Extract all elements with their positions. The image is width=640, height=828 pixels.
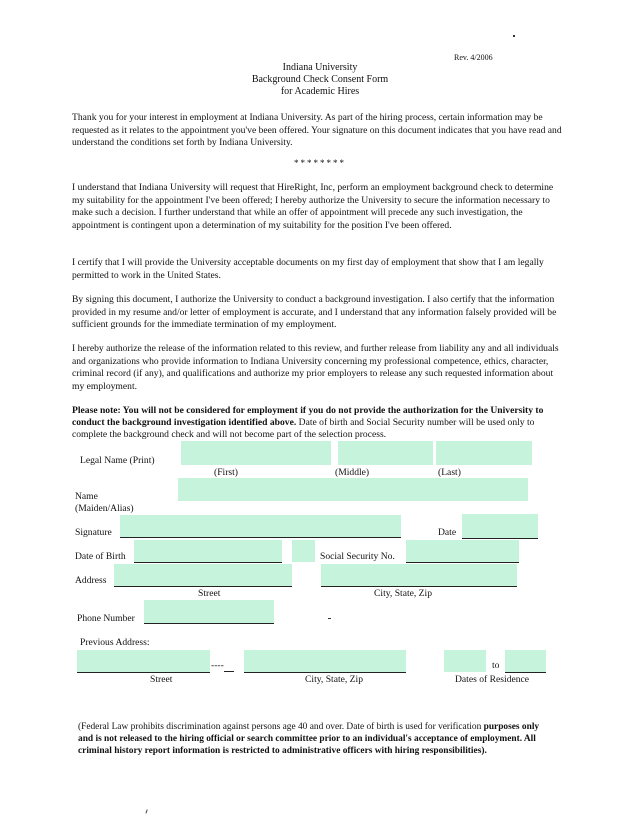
date-label: Date [438, 527, 457, 538]
form-title: Background Check Consent Form [251, 74, 389, 85]
phone-label: Phone Number [77, 613, 135, 624]
scan-speck [328, 618, 331, 619]
investigation-paragraph: By signing this document, I authorize the University to conduct a background investigation. I also certify that the information provided in my resume and/or letter of employment is accurate, and I understand that any information falsely provided will be sufficient grounds for the immediate termination of my employment. [72, 294, 557, 331]
previous-city-caption: City, State, Zip [305, 674, 364, 685]
federal-law-notice-rest: purposes only and is not released to the hiring official or search committee prior to an individual's acceptance of employment. All criminal history report information is restricted to administrative officers with hiring responsibilities). [78, 722, 540, 756]
federal-law-notice [78, 722, 556, 757]
federal-law-notice-first: (Federal Law prohibits discrimination against persons age 40 and over. Date of birth is used for verification [78, 722, 482, 732]
previous-street-caption: Street [150, 674, 173, 685]
previous-address-dash: ---- [211, 660, 224, 671]
last-caption: (Last) [438, 467, 461, 478]
to-label: to [492, 660, 500, 671]
authorization-paragraph: I understand that Indiana University will request that HireRight, Inc, perform an employment background check to determine my suitability for the appointment I've been offered; I hereby authorize the University to secure the information necessary to make such a decision. I further understand that while an offer of appointment will precede any such investigation, the appointment is contingent upon a determination of my suitability for the position I've been offered. [72, 182, 554, 231]
previous-address-label: Previous Address: [80, 637, 150, 648]
separator-stars: ******** [294, 158, 346, 168]
address-label: Address [75, 575, 107, 586]
middle-name-field[interactable] [338, 441, 433, 465]
city-state-zip-caption: City, State, Zip [374, 588, 433, 599]
ssn-field[interactable] [406, 540, 519, 563]
address-street-field[interactable] [114, 564, 292, 587]
ssn-label: Social Security No. [320, 551, 395, 562]
scan-speck [513, 35, 515, 37]
residence-from-field[interactable] [444, 650, 486, 672]
signature-field[interactable] [120, 515, 401, 538]
first-caption: (First) [214, 467, 238, 478]
legal-name-label: Legal Name (Print) [80, 455, 155, 466]
dob-field[interactable] [134, 540, 282, 563]
please-note-paragraph [72, 405, 564, 441]
name-label: Name [75, 491, 98, 502]
first-name-field[interactable] [181, 441, 331, 465]
please-note-normal: Date of birth and Social Security number will be used only to complete the background check and will not become part of the selection process. [72, 417, 535, 440]
please-note-bold: Please note: You will not be considered for employment if you do not provide the authorization for the University to conduct the background investigation identified above. [72, 405, 544, 428]
signature-label: Signature [75, 527, 112, 538]
dates-of-residence-caption: Dates of Residence [455, 674, 530, 685]
form-subtitle: for Academic Hires [280, 86, 360, 97]
street-caption: Street [198, 588, 221, 599]
last-name-field[interactable] [436, 441, 532, 465]
revision-date: Rev. 4/2006 [454, 53, 493, 62]
intro-paragraph: Thank you for your interest in employment at Indiana University. As part of the hiring process, certain information may be requested as it relates to the appointment you've been offered. Your signature on this document indicates that you have read and understand the conditions set forth by Indiana University. [72, 112, 562, 149]
signature-date-field[interactable] [462, 514, 538, 539]
dob-label: Date of Birth [75, 551, 126, 562]
maiden-name-field[interactable] [178, 478, 528, 501]
work-eligibility-paragraph: I certify that I will provide the University acceptable documents on my first day of employment that show that I am legally permitted to work in the United States. [72, 257, 544, 281]
release-paragraph: I hereby authorize the release of the information related to this review, and further release from liability any and all individuals and organizations who provide information to Indiana University concerning my professional competence, ethics, character, criminal record (if any), and qualifications and authorize my prior employers to release any such requested information about my employment. [72, 343, 559, 392]
previous-city-state-zip-field[interactable] [244, 650, 406, 673]
phone-field[interactable] [144, 600, 274, 624]
maiden-alias-label: (Maiden/Alias) [75, 503, 134, 514]
middle-caption: (Middle) [335, 467, 370, 478]
address-city-state-zip-field[interactable] [321, 564, 517, 587]
dob-extra-field[interactable] [292, 540, 315, 562]
scan-speck [145, 809, 150, 814]
university-name: Indiana University [282, 62, 358, 73]
dash-underline [224, 671, 234, 672]
residence-to-field[interactable] [505, 650, 546, 673]
previous-street-field[interactable] [77, 650, 210, 673]
